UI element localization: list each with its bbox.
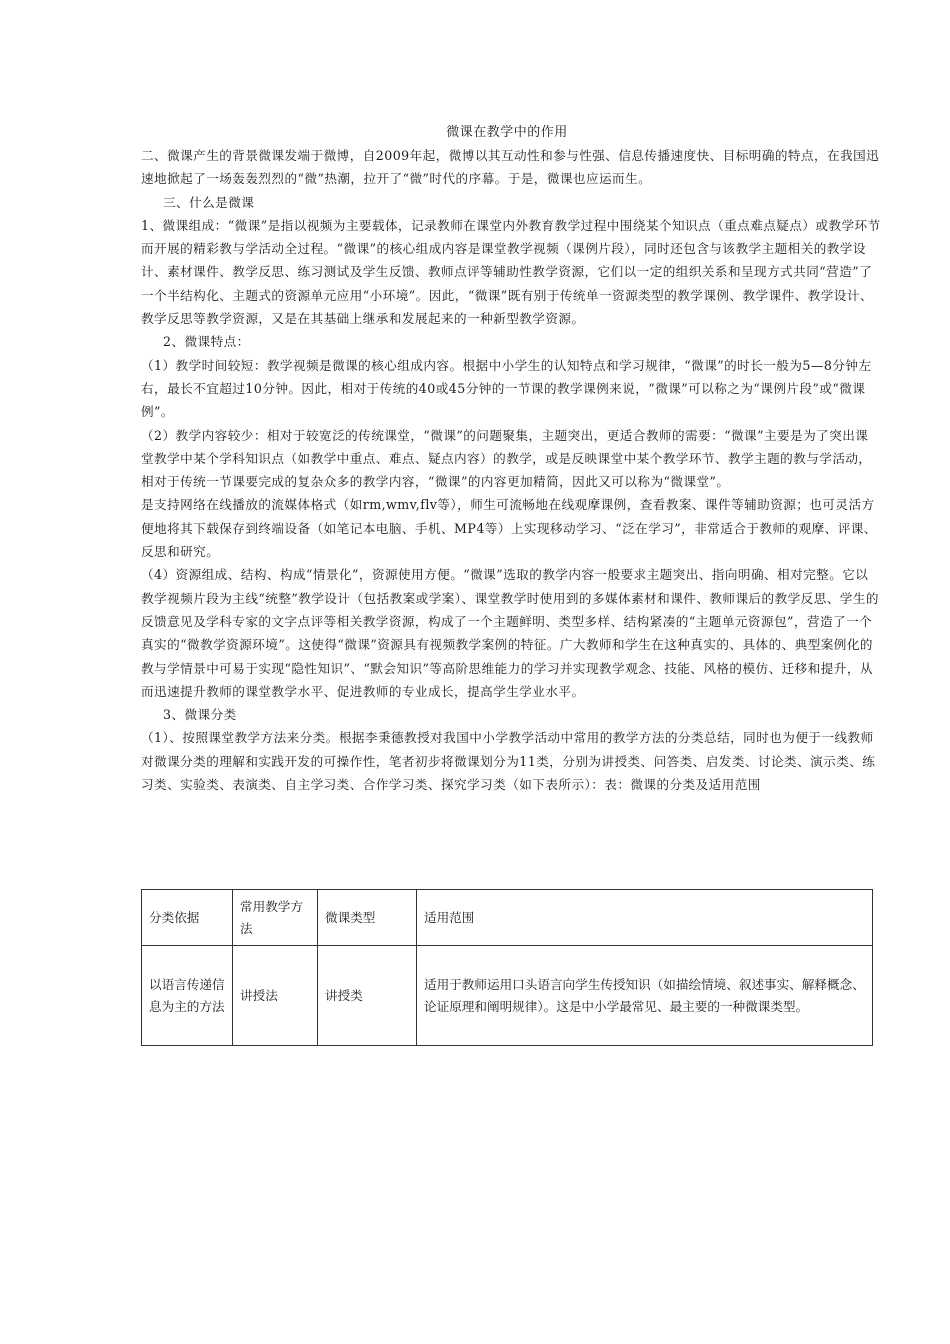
table-cell: 以语言传递信息为主的方法	[142, 946, 233, 1046]
heading-what-is-microlesson: 三、什么是微课	[163, 194, 255, 210]
table-cell: 讲授法	[233, 946, 318, 1046]
table-header-cell: 分类依据	[142, 890, 233, 946]
classification-table	[141, 889, 873, 1046]
paragraph-classification: （1）、按照课堂教学方法来分类。根据李秉德教授对我国中小学教学活动中常用的教学方法的分类总结，同时也为便于一线教师对微课分类的理解和实践开发的可操作性，笔者初步将微课划分为11类，分别为讲授类、问答类、启发类、讨论类、演示类、练习类、实验类、表演类、自主学习类、合作学习类、探究学习类（如下表所示）：表：微课的分类及适用范围	[141, 730, 876, 793]
paragraph-background: 二、微课产生的背景微课发端于微博，自2009年起，微博以其互动性和参与性强、信息传播速度快、目标明确的特点，在我国迅速地掀起了一场轰轰烈烈的“微”热潮，拉开了“微”时代的序幕。于是，微课也应运而生。	[141, 148, 880, 187]
heading-features: 2、微课特点：	[163, 334, 250, 350]
paragraph-feature-3: 是支持网络在线播放的流媒体格式（如rm,wmv,flv等），师生可流畅地在线观摩课例，查看教案、课件等辅助资源；也可灵活方便地将其下载保存到终端设备（如笔记本电脑、手机、MP4等）上实现移动学习、“泛在学习”，非常适合于教师的观摩、评课、反思和研究。	[141, 497, 877, 560]
paragraph-composition: 1、微课组成：“微课”是指以视频为主要载体，记录教师在课堂内外教育教学过程中围绕某个知识点（重点难点疑点）或教学环节而开展的精彩教与学活动全过程。“微课”的核心组成内容是课堂教学视频（课例片段），同时还包含与该教学主题相关的教学设计、素材课件、教学反思、练习测试及学生反馈、教师点评等辅助性教学资源，它们以一定的组织关系和呈现方式共同“营造”了一个半结构化、主题式的资源单元应用“小环境”。因此，“微课”既有别于传统单一资源类型的教学课例、教学课件、教学设计、教学反思等教学资源，又是在其基础上继承和发展起来的一种新型教学资源。	[141, 217, 881, 327]
table-cell: 适用于教师运用口头语言向学生传授知识（如描绘情境、叙述事实、解释概念、论证原理和阐明规律）。这是中小学最常见、最主要的一种微课类型。	[417, 946, 873, 1046]
table-header-row	[142, 890, 873, 946]
table-header-cell: 微课类型	[318, 890, 417, 946]
table-header-cell: 适用范围	[417, 890, 873, 946]
paragraph-feature-1: （1）教学时间较短：教学视频是微课的核心组成内容。根据中小学生的认知特点和学习规律，“微课”的时长一般为5—8分钟左右，最长不宜超过10分钟。因此，相对于传统的40或45分钟的一节课的教学课例来说，“微课”可以称之为“课例片段”或“微课例”。	[141, 357, 872, 420]
table-row	[142, 946, 873, 1046]
heading-classification: 3、微课分类	[163, 707, 237, 723]
table-cell: 讲授类	[318, 946, 417, 1046]
body-text	[141, 144, 881, 796]
table-header-cell: 常用教学方法	[233, 890, 318, 946]
document-title: 微课在教学中的作用	[446, 125, 568, 140]
paragraph-feature-2: （2）教学内容较少：相对于较宽泛的传统课堂，“微课”的问题聚集，主题突出，更适合教师的需要：“微课”主要是为了突出课堂教学中某个学科知识点（如教学中重点、难点、疑点内容）的教学，或是反映课堂中某个教学环节、教学主题的教与学活动，相对于传统一节课要完成的复杂众多的教学内容，“微课”的内容更加精简，因此又可以称为“微课堂”。	[141, 427, 872, 490]
paragraph-feature-4: （4）资源组成、结构、构成“情景化”，资源使用方便。“微课”选取的教学内容一般要求主题突出、指向明确、相对完整。它以教学视频片段为主线“统整”教学设计（包括教案或学案）、课堂教学时使用到的多媒体素材和课件、教师课后的教学反思、学生的反馈意见及学科专家的文字点评等相关教学资源，构成了一个主题鲜明、类型多样、结构紧凑的“主题单元资源包”，营造了一个真实的“微教学资源环境”。这使得“微课”资源具有视频教学案例的特征。广大教师和学生在这种真实的、具体的、典型案例化的教与学情景中可易于实现“隐性知识”、“默会知识”等高阶思维能力的学习并实现教学观念、技能、风格的模仿、迁移和提升，从而迅速提升教师的课堂教学水平、促进教师的专业成长，提高学生学业水平。	[141, 567, 879, 699]
